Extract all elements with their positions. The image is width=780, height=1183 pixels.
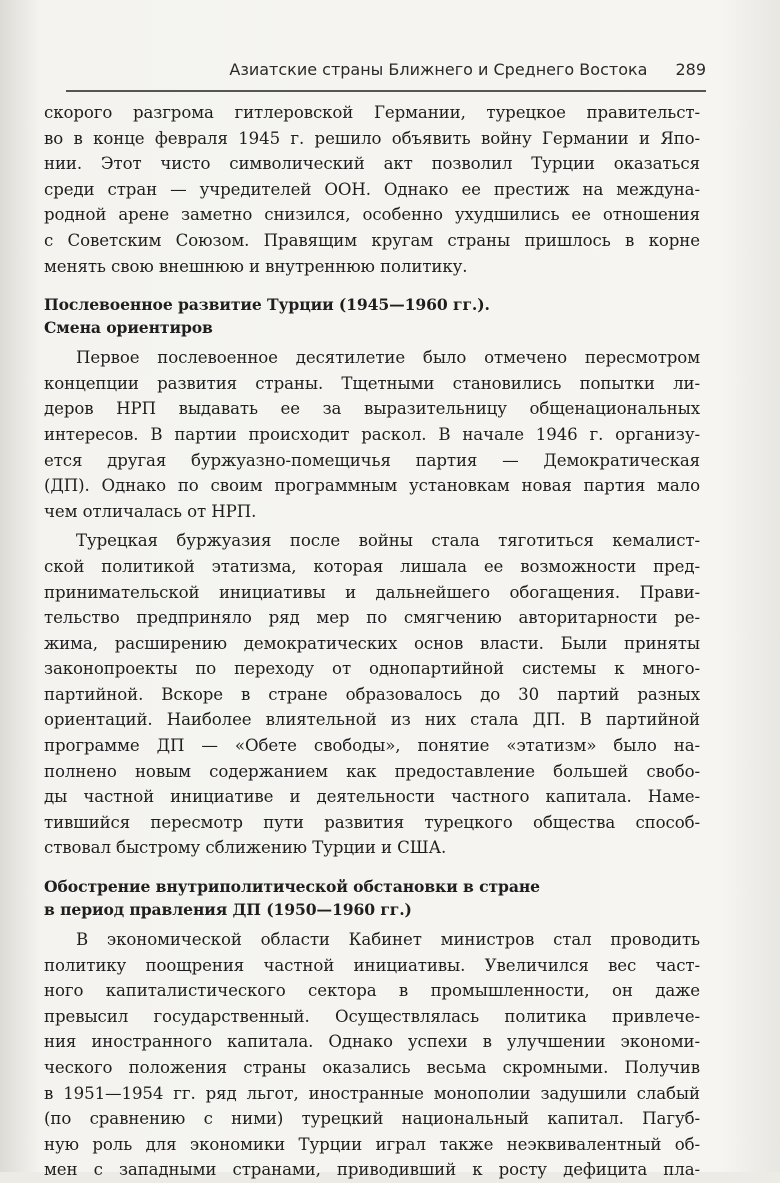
text-line: интересов. В партии происходит раскол. В начале 1946 г. организу- bbox=[44, 424, 700, 444]
heading-line: Обострение внутриполитической обстановки в стране bbox=[44, 877, 540, 897]
text-line: концепции развития страны. Тщетными становились попытки ли- bbox=[44, 373, 700, 393]
text-line: среди стран — учредителей ООН. Однако ее престиж на междуна- bbox=[44, 179, 700, 199]
text-line: менять свою внешнюю и внутреннюю политику. bbox=[44, 256, 468, 276]
text-line: тельство предприняло ряд мер по смягчению авторитарности ре- bbox=[44, 608, 700, 628]
paragraph-3 bbox=[44, 528, 700, 861]
text-line: чем отличалась от НРП. bbox=[44, 501, 257, 521]
text-line: ской политикой этатизма, которая лишала ее возможности пред- bbox=[44, 556, 700, 576]
paragraph-4 bbox=[44, 927, 700, 1183]
text-line: Первое послевоенное десятилетие было отмечено пересмотром bbox=[76, 348, 700, 368]
text-line: (ДП). Однако по своим программным установкам новая партия мало bbox=[44, 476, 700, 496]
text-line: с Советским Союзом. Правящим кругам страны пришлось в корне bbox=[44, 230, 700, 250]
text-line: ного капиталистического сектора в промышленности, он даже bbox=[44, 981, 700, 1001]
text-line: ды частной инициативе и деятельности частного капитала. Наме- bbox=[44, 787, 700, 807]
text-line: полнено новым содержанием как предоставление большей свобо- bbox=[44, 761, 700, 781]
text-line: ется другая буржуазно-помещичья партия — Демократическая bbox=[44, 450, 700, 470]
heading-line: Смена ориентиров bbox=[44, 318, 213, 338]
heading-line: Послевоенное развитие Турции (1945—1960 гг.). bbox=[44, 295, 490, 315]
text-line: ствовал быстрому сближению Турции и США. bbox=[44, 838, 447, 858]
page-number: 289 bbox=[675, 60, 706, 79]
text-line: ния иностранного капитала. Однако успехи в улучшении экономи- bbox=[44, 1032, 700, 1052]
paragraph-2 bbox=[44, 345, 700, 524]
text-line: деров НРП выдавать ее за выразительницу общенациональных bbox=[44, 399, 700, 419]
text-line: (по сравнению с ними) турецкий национальный капитал. Пагуб- bbox=[44, 1109, 700, 1129]
section-heading-1 bbox=[44, 293, 700, 339]
heading-line: в период правления ДП (1950—1960 гг.) bbox=[44, 900, 412, 920]
text-line: жима, расширению демократических основ власти. Были приняты bbox=[44, 633, 700, 653]
text-line: скорого разгрома гитлеровской Германии, турецкое правительст- bbox=[44, 103, 700, 122]
section-heading-2 bbox=[44, 875, 700, 921]
text-line: политику поощрения частной инициативы. Увеличился вес част- bbox=[44, 955, 700, 975]
header-rule bbox=[66, 90, 706, 92]
text-line: программе ДП — «Обете свободы», понятие «этатизм» было на- bbox=[44, 736, 700, 756]
text-line: мен с западными странами, приводивший к росту дефицита пла- bbox=[44, 1160, 700, 1180]
paragraph-1 bbox=[44, 100, 700, 279]
running-header bbox=[66, 60, 706, 79]
text-line: во в конце февраля 1945 г. решило объявить войну Германии и Япо- bbox=[44, 128, 700, 148]
text-line: родной арене заметно снизился, особенно ухудшились ее отношения bbox=[44, 205, 700, 225]
text-line: нии. Этот чисто символический акт позволил Турции оказаться bbox=[44, 154, 700, 174]
text-line: Турецкая буржуазия после войны стала тяготиться кемалист- bbox=[76, 531, 700, 551]
body-text bbox=[44, 100, 700, 1183]
text-line: законопроекты по переходу от однопартийной системы к много- bbox=[44, 659, 700, 679]
text-line: В экономической области Кабинет министров стал проводить bbox=[76, 930, 700, 950]
text-line: превысил государственный. Осуществлялась политика привлече- bbox=[44, 1006, 700, 1026]
header-title: Азиатские страны Ближнего и Среднего Востока bbox=[229, 60, 648, 79]
text-line: ческого положения страны оказались весьма скромными. Получив bbox=[44, 1058, 700, 1077]
text-line: в 1951—1954 гг. ряд льгот, иностранные монополии задушили слабый bbox=[44, 1083, 700, 1103]
text-line: ную роль для экономики Турции играл также неэквивалентный об- bbox=[44, 1134, 700, 1154]
text-line: принимательской инициативы и дальнейшего обогащения. Прави- bbox=[44, 582, 700, 602]
text-line: ориентаций. Наиболее влиятельной из них стала ДП. В партийной bbox=[44, 710, 700, 730]
text-line: тившийся пересмотр пути развития турецкого общества способ- bbox=[44, 812, 700, 832]
text-line: партийной. Вскоре в стране образовалось до 30 партий разных bbox=[44, 684, 700, 704]
